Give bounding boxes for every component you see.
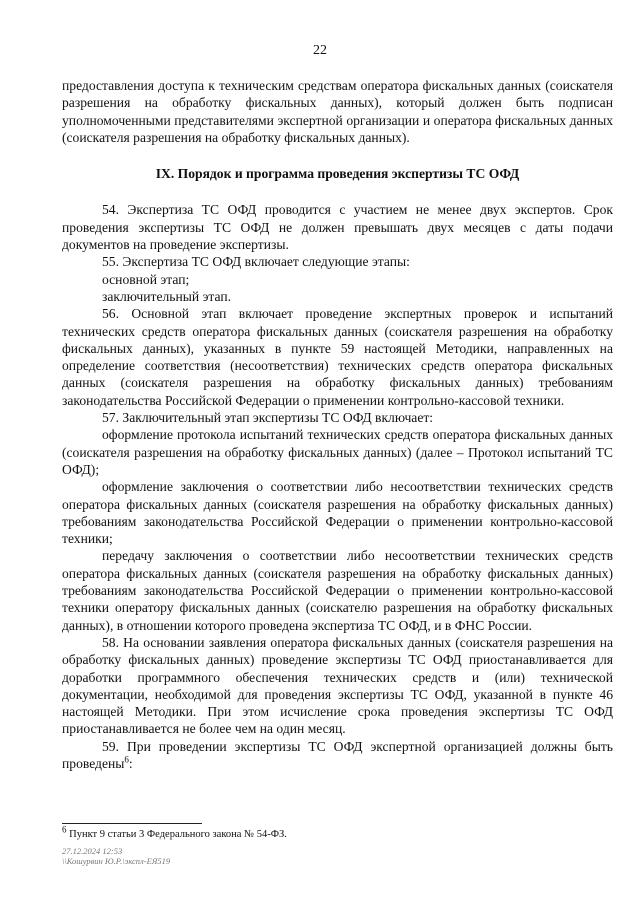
list-item-main-stage: основной этап; [102, 271, 190, 287]
list-item-final-stage: заключительный этап. [102, 288, 232, 304]
list-item-transfer: передачу заключения о соответствии либо несоответствии технических средств оператора фискальных данных (соискателя разрешения на обработку фискальных данных) требованиям законодательства Российской Федерации о применении контрольно-кассовой техники оператору фискальных данных (соискателю разрешения на обработку фискальных данных), в отношении которого проведена экспертиза ТС ОФД, и в ФНС России. [62, 548, 613, 633]
list-item-protocol: оформление протокола испытаний технических средств оператора фискальных данных (соискателя разрешения на обработку фискальных данных) (далее – Протокол испытаний ТС ОФД); [62, 427, 613, 477]
footnote-text: Пункт 9 статьи 3 Федерального закона № 54-ФЗ. [66, 829, 287, 840]
paragraph-59: 59. При проведении экспертизы ТС ОФД экспертной организацией должны быть проведены$^6$: [62, 738, 613, 771]
footnote-mark: 6 [62, 824, 67, 835]
paragraph-continuation: предоставления доступа к техническим средствам оператора фискальных данных (соискателя разрешения на обработку фискальных данных), который должен быть подписан уполномоченными представителями экспертной организации и оператора фискальных данных (соискателя разрешения на обработку фискальных данных). [62, 78, 613, 145]
paragraph-56: 56. Основной этап включает проведение экспертных проверок и испытаний технических средств оператора фискальных данных (соискателя разрешения на обработку фискальных данных), указанных в пункте 59 настоящей Методики, направленных на определение соответствия (несоответствия) технических средств оператора фискальных данных (соискателя разрешения на обработку фискальных данных) требованиям законодательства Российской Федерации о применении контрольно-кассовой техники. [62, 306, 613, 408]
stamp-date: 27.12.2024 12:53 [62, 846, 123, 856]
list-item-conclusion: оформление заключения о соответствии либо несоответствии технических средств оператора фискальных данных (соискателя разрешения на обработку фискальных данных) требованиям законодательства Российской Федерации о применении контрольно-кассовой техники; [62, 479, 613, 547]
footnote-reference[interactable]: 6 [124, 754, 129, 765]
stamp-path: \\Кошурвин Ю.Р.\экспл-ЕЯ519 [62, 856, 171, 866]
paragraph-59-text: 59. При проведении экспертизы ТС ОФД экспертной организацией должны быть проведены [62, 738, 613, 771]
footnote [62, 824, 602, 841]
paragraph-58: 58. На основании заявления оператора фискальных данных (соискателя разрешения на обработку фискальных данных) проведение экспертизы ТС ОФД приостанавливается для доработки программного обеспечения технических средств и (или) технической документации, необходимой для проведения экспертизы ТС ОФД, указанной в пункте 46 настоящей Методики. При этом исчисление срока проведения экспертизы ТС ОФД приостанавливается не более чем на один месяц. [62, 634, 613, 737]
paragraph-54: 54. Экспертиза ТС ОФД проводится с участием не менее двух экспертов. Срок проведения экспертизы ТС ОФД не должен превышать двух месяцев с даты подачи документов на проведение экспертизы. [62, 202, 613, 253]
paragraph-55: 55. Экспертиза ТС ОФД включает следующие этапы: [102, 254, 410, 270]
footnote-divider [62, 823, 202, 824]
paragraph-57: 57. Заключительный этап экспертизы ТС ОФД включает: [102, 410, 434, 426]
section-heading: IX. Порядок и программа проведения экспертизы ТС ОФД [155, 166, 520, 182]
page-number: 22 [313, 43, 327, 58]
document-stamp [62, 846, 170, 866]
document-body [62, 77, 613, 772]
